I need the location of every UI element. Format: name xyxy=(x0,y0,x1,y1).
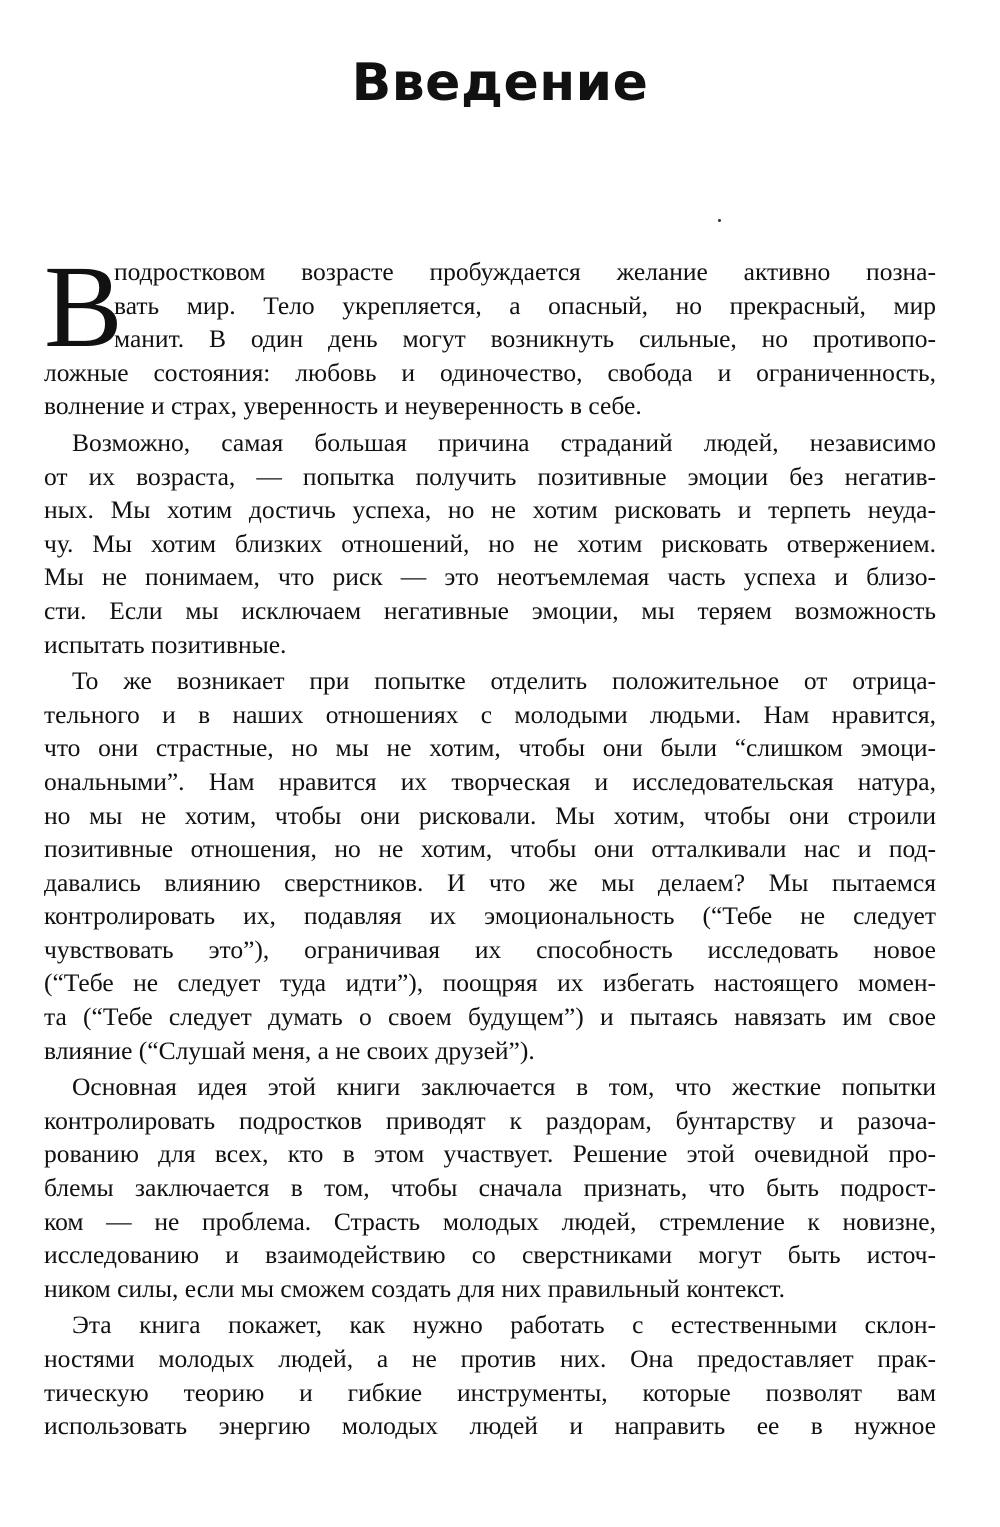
text-line: исследованию и взаимодействию со сверстниками могут быть источ- xyxy=(44,1240,936,1270)
text-line: волнение и страх, уверенность и неуверенность в себе. xyxy=(44,391,642,421)
text-line: та (“Тебе следует думать о своем будущем”) и пытаясь навязать им свое xyxy=(44,1002,936,1032)
body-text xyxy=(44,241,936,1443)
paragraph-5 xyxy=(44,1308,936,1442)
text-line: блемы заключается в том, чтобы сначала признать, что быть подрост- xyxy=(44,1173,936,1203)
text-line: испытать позитивные. xyxy=(44,629,287,659)
text-line: от их возраста, — попытка получить позитивные эмоции без негатив- xyxy=(44,461,936,491)
text-line: вать мир. Тело укрепляется, а опасный, но прекрасный, мир xyxy=(114,290,936,320)
text-line: ком — не проблема. Страсть молодых людей, стремление к новизне, xyxy=(44,1206,936,1236)
text-line: (“Тебе не следует туда идти”), поощряя их избегать настоящего момен- xyxy=(44,968,936,998)
text-line: тическую теорию и гибкие инструменты, которые позволят вам xyxy=(44,1377,936,1407)
text-line: ностями молодых людей, а не против них. Она предоставляет прак- xyxy=(44,1344,936,1373)
text-line: контролировать подростков приводят к раздорам, бунтарству и разоча- xyxy=(44,1105,936,1135)
text-line: тельного и в наших отношениях с молодыми людьми. Нам нравится, xyxy=(44,699,936,729)
text-line: ником силы, если мы сможем создать для них правильный контекст. xyxy=(44,1273,785,1303)
text-line: Эта книга покажет, как нужно работать с естественными склон- xyxy=(72,1310,936,1340)
text-line: Мы не понимаем, что риск — это неотъемлемая часть успеха и близо- xyxy=(44,562,936,592)
text-line: манит. В один день могут возникнуть сильные, но противопо- xyxy=(114,324,936,354)
paragraph-3 xyxy=(44,664,936,1067)
text-line: влияние (“Слушай меня, а не своих друзей”). xyxy=(44,1035,535,1065)
paragraph-4 xyxy=(44,1070,936,1305)
text-line: Возможно, самая большая причина страданий людей, независимо xyxy=(72,427,936,457)
text-line: контролировать их, подавляя их эмоциональность (“Тебе не следует xyxy=(44,901,936,931)
print-speck xyxy=(718,219,721,222)
drop-cap: В xyxy=(44,241,123,372)
text-line: давались влиянию сверстников. И что же мы делаем? Мы пытаемся xyxy=(44,867,936,897)
paragraph-1 xyxy=(44,241,936,423)
text-line: но мы не хотим, чтобы они рисковали. Мы хотим, чтобы они строили xyxy=(44,800,936,830)
text-line: использовать энергию молодых людей и направить ее в нужное xyxy=(44,1411,936,1441)
text-line: То же возникает при попытке отделить положительное от отрица- xyxy=(72,666,936,696)
text-line: ложные состояния: любовь и одиночество, свобода и ограниченность, xyxy=(44,357,936,387)
text-line: чувствовать это”), ограничивая их способность исследовать новое xyxy=(44,934,936,964)
text-line: ональными”. Нам нравится их творческая и исследовательская натура, xyxy=(44,766,936,796)
text-line: сти. Если мы исключаем негативные эмоции, мы теряем возможность xyxy=(44,595,936,625)
chapter-title: Введение xyxy=(351,53,649,113)
text-line: что они страстные, но мы не хотим, чтобы они были “слишком эмоци- xyxy=(44,733,936,763)
text-line: ных. Мы хотим достичь успеха, но не хотим рисковать и терпеть неуда- xyxy=(44,495,936,525)
text-line: позитивные отношения, но не хотим, чтобы они отталкивали нас и под- xyxy=(44,834,936,864)
text-line: Основная идея этой книги заключается в том, что жесткие попытки xyxy=(72,1072,936,1102)
text-line: чу. Мы хотим близких отношений, но не хотим рисковать отвержением. xyxy=(44,528,936,558)
text-line: рованию для всех, кто в этом участвует. Решение этой очевидной про- xyxy=(44,1139,936,1169)
paragraph-2 xyxy=(44,426,936,661)
text-line: подростковом возрасте пробуждается желание активно позна- xyxy=(114,257,936,286)
